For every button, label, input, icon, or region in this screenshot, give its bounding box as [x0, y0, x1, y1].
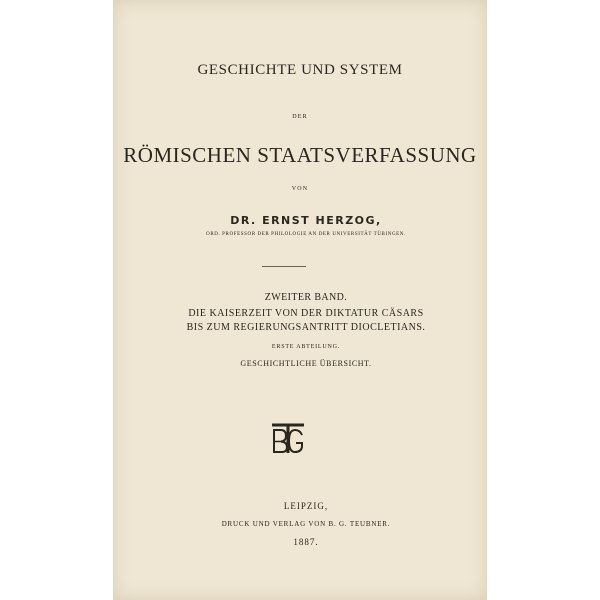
subtitle-line-1: DIE KAISERZEIT VON DER DIKTATUR CÄSARS [188, 308, 424, 319]
title-page [113, 0, 487, 600]
publication-year: 1887. [293, 537, 319, 547]
subtitle-line-2: BIS ZUM REGIERUNGSANTRITT DIOCLETIANS. [186, 322, 426, 333]
author-name: DR. ERNST HERZOG, [230, 214, 382, 227]
volume-label: ZWEITER BAND. [264, 292, 348, 303]
title-der: DER [292, 114, 308, 120]
part-title: GESCHICHTLICHE ÜBERSICHT. [240, 359, 372, 368]
publisher-line: DRUCK UND VERLAG VON B. G. TEUBNER. [221, 520, 391, 528]
title-line-1: GESCHICHTE UND SYSTEM [197, 62, 403, 78]
title-line-2: RÖMISCHEN STAATSVERFASSUNG [123, 143, 477, 167]
part-label: ERSTE ABTEILUNG. [271, 344, 341, 350]
author-affiliation: ORD. PROFESSOR DER PHILOLOGIE AN DER UNIVERSITÄT TÜBINGEN. [206, 232, 406, 237]
divider-rule [262, 266, 306, 267]
publisher-monogram-icon [269, 422, 307, 456]
von-label: VON [291, 186, 309, 192]
place-of-publication: LEIPZIG, [283, 501, 329, 511]
